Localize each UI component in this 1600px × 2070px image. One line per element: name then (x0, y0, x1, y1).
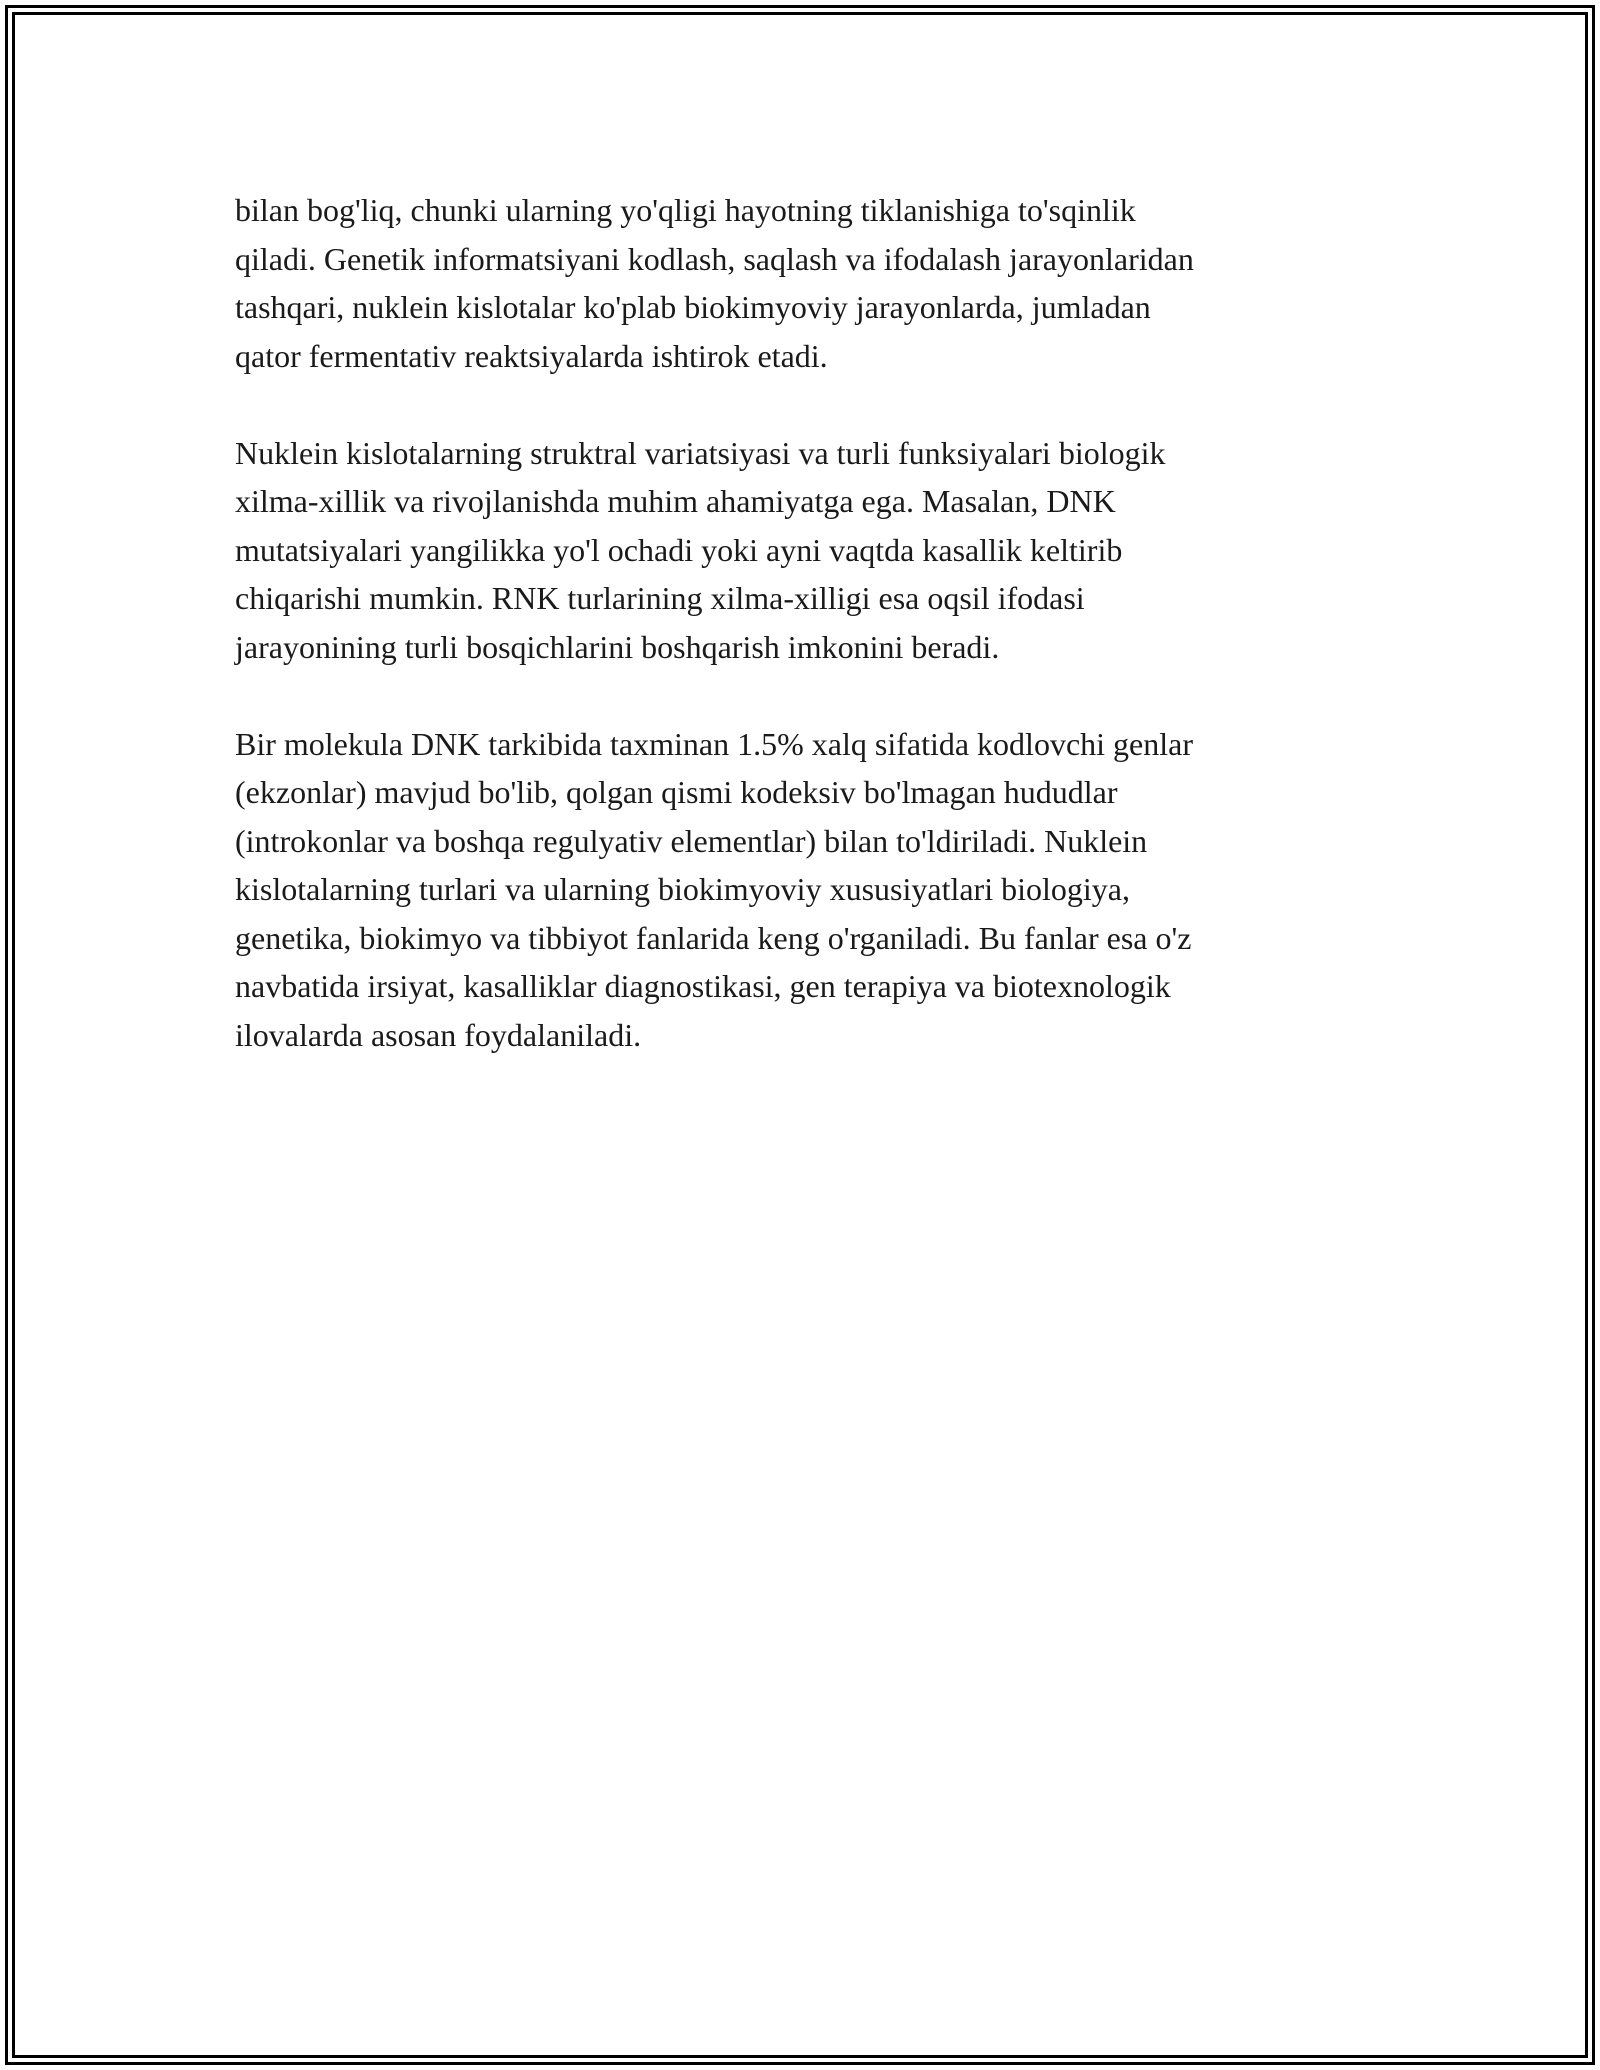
text-line: bilan bog'liq, chunki ularning yo'qligi hayotning tiklanishiga to'sqinlik (235, 192, 1136, 228)
text-line: mutatsiyalari yangilikka yo'l ochadi yoki ayni vaqtda kasallik keltirib (235, 531, 1123, 568)
text-line: qiladi. Genetik informatsiyani kodlash, saqlash va ifodalash jarayonlaridan (235, 240, 1194, 277)
text-line: genetika, biokimyo va tibbiyot fanlarida keng o'rganiladi. Bu fanlar esa o'z (235, 919, 1192, 956)
text-line: (ekzonlar) mavjud bo'lib, qolgan qismi kodeksiv bo'lmagan hududlar (235, 774, 1118, 810)
text-line: navbatida irsiyat, kasalliklar diagnostikasi, gen terapiya va biotexnologik (235, 968, 1171, 1004)
text-line: Nuklein kislotalarning struktral variatsiyasi va turli funksiyalari biologik (235, 434, 1166, 471)
text-line: jarayonining turli bosqichlarini boshqarish imkonini beradi. (235, 628, 1000, 665)
paragraph-2 (235, 429, 1355, 672)
paragraph-1 (235, 186, 1355, 380)
text-line: kislotalarning turlari va ularning biokimyoviy xususiyatlari biologiya, (235, 871, 1130, 907)
text-line: (introkonlar va boshqa regulyativ elementlar) bilan to'ldiriladi. Nuklein (235, 822, 1148, 859)
text-line: chiqarishi mumkin. RNK turlarining xilma-xilligi esa oqsil ifodasi (235, 580, 1085, 616)
paragraph-3 (235, 720, 1355, 1060)
text-line: ilovalarda asosan foydalaniladi. (235, 1016, 642, 1053)
text-line: Bir molekula DNK tarkibida taxminan 1.5% xalq sifatida kodlovchi genlar (235, 725, 1193, 762)
text-line: tashqari, nuklein kislotalar ko'plab biokimyoviy jarayonlarda, jumladan (235, 289, 1151, 325)
text-line: xilma-xillik va rivojlanishda muhim ahamiyatga ega. Masalan, DNK (235, 483, 1116, 519)
document-body (235, 186, 1355, 1108)
text-line: qator fermentativ reaktsiyalarda ishtirok etadi. (235, 337, 828, 374)
